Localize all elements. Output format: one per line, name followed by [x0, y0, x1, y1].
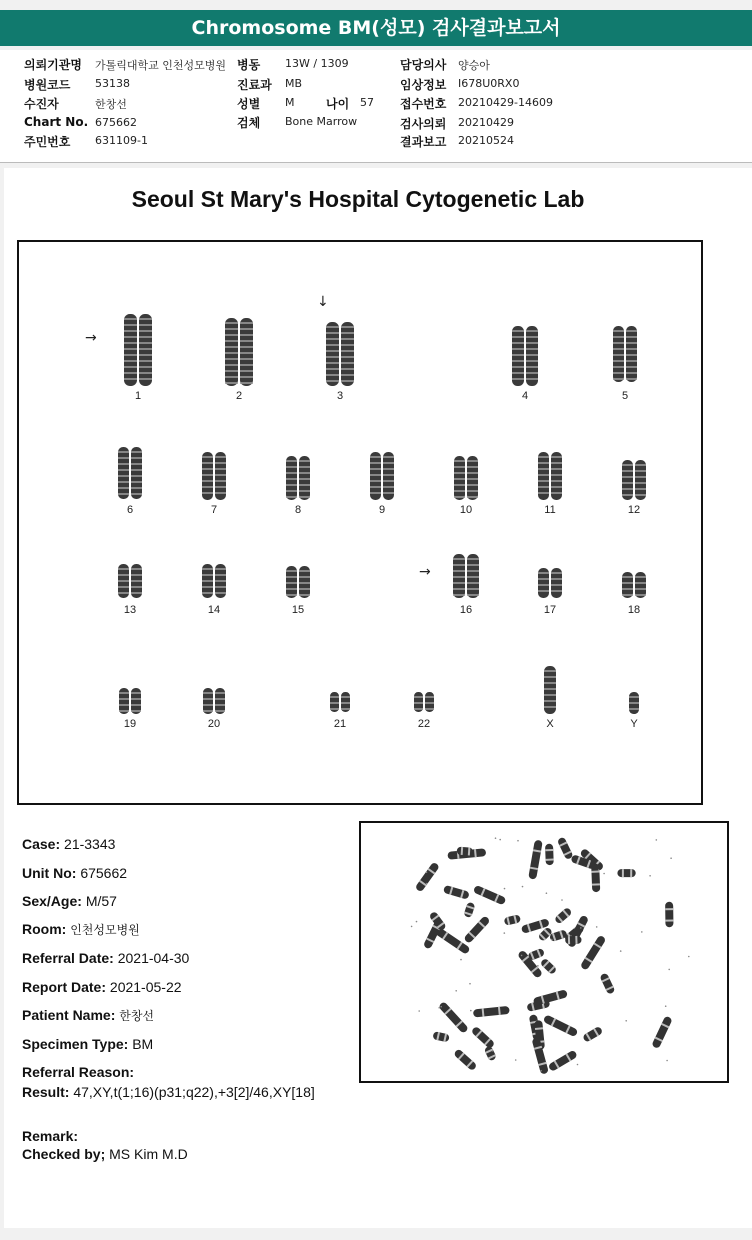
metaphase-image [359, 821, 729, 1083]
info-label: 검사의뢰 [400, 117, 447, 131]
chromosome-pair-4 [512, 326, 538, 386]
patient-info-panel [0, 50, 752, 163]
chromosome-pair-14 [202, 564, 226, 598]
chromosome-pair-21 [330, 692, 350, 712]
report-title-bar [0, 10, 752, 46]
info-value: 가톨릭대학교 인천성모병원 [95, 59, 227, 72]
info-value: 631109-1 [95, 134, 148, 147]
arrow-icon: ↓ [317, 294, 329, 310]
result-field: Result: 47,XY,t(1;16)(p31;q22),+3[2]/46,XY[18] [22, 1084, 315, 1100]
info-label: 병원코드 [24, 78, 71, 92]
info-label: 나이 [326, 97, 350, 111]
chromosome-label: 20 [207, 718, 221, 730]
info-label: 담당의사 [400, 58, 447, 72]
chromosome-pair-22 [414, 692, 434, 712]
chromosome-label: 14 [207, 604, 221, 616]
info-label: 진료과 [237, 78, 272, 92]
chromosome-pair-15 [286, 566, 310, 598]
info-value: MB [285, 77, 303, 90]
chromosome-label: 15 [291, 604, 305, 616]
info-label: 접수번호 [400, 97, 447, 111]
info-value: Bone Marrow [285, 115, 358, 128]
info-label: 병동 [237, 58, 261, 72]
chromosome-pair-16 [453, 554, 479, 598]
chromosome-label: 8 [294, 504, 302, 516]
info-value: 20210429 [458, 116, 514, 129]
chromosome-label: 7 [210, 504, 218, 516]
info-label: 주민번호 [24, 135, 71, 149]
info-label: 성별 [237, 97, 261, 111]
chromosome-pair-13 [118, 564, 142, 598]
chromosome-label: 11 [544, 504, 556, 516]
chromosome-label: 22 [417, 718, 431, 730]
chromosome-label: 18 [627, 604, 641, 616]
chromosome-label: 12 [627, 504, 641, 516]
chromosome-pair-6 [118, 447, 142, 499]
chromosome-pair-2 [225, 318, 253, 386]
chromosome-label: 19 [123, 718, 137, 730]
karyogram-panel [17, 240, 703, 805]
info-label: 수진자 [24, 97, 59, 111]
patient-name-field: Patient Name: 한창선 [22, 1007, 155, 1023]
chromosome-pair-Y [629, 692, 639, 714]
chromosome-label: 1 [134, 390, 142, 402]
info-value: 20210429-14609 [458, 96, 553, 109]
chromosome-label: 16 [459, 604, 473, 616]
chromosome-pair-19 [119, 688, 141, 714]
info-value: 양승아 [458, 59, 490, 72]
chromosome-pair-X [544, 666, 556, 714]
unit-field: Unit No: 675662 [22, 865, 128, 881]
arrow-icon: → [419, 564, 431, 580]
chromosome-label: 13 [123, 604, 137, 616]
metaphase-spread [361, 823, 727, 1081]
chromosome-pair-9 [370, 452, 394, 500]
info-value: 20210524 [458, 134, 514, 147]
referral-date-field: Referral Date: 2021-04-30 [22, 950, 190, 966]
remark-field: Remark: [22, 1128, 79, 1144]
chromosome-pair-20 [203, 688, 225, 714]
info-label: 검체 [237, 116, 261, 130]
karyotype-report [4, 168, 752, 1228]
room-field: Room: 인천성모병원 [22, 921, 140, 937]
info-value: 13W / 1309 [285, 57, 349, 70]
specimen-field: Specimen Type: BM [22, 1036, 154, 1052]
chromosome-label: 17 [543, 604, 557, 616]
info-value: 한창선 [95, 98, 127, 111]
info-label: Chart No. [24, 115, 89, 129]
lab-title: Seoul St Mary's Hospital Cytogenetic Lab [131, 186, 585, 212]
info-value: 53138 [95, 77, 130, 90]
chromosome-label: 21 [333, 718, 347, 730]
chromosome-label: 3 [336, 390, 344, 402]
info-value: 675662 [95, 116, 137, 129]
chromosome-pair-12 [622, 460, 646, 500]
chromosome-label: 9 [378, 504, 386, 516]
chromosome-label: Y [630, 718, 638, 730]
info-value: 57 [360, 96, 374, 109]
chromosome-pair-7 [202, 452, 226, 500]
info-value: M [285, 96, 295, 109]
chromosome-label: 5 [621, 390, 629, 402]
chromosome-pair-17 [538, 568, 562, 598]
chromosome-pair-1 [124, 314, 152, 386]
info-label: 의뢰기관명 [24, 58, 82, 72]
info-label: 임상정보 [400, 78, 447, 92]
case-field: Case: 21-3343 [22, 836, 116, 852]
chromosome-label: 2 [235, 390, 243, 402]
info-label: 결과보고 [400, 135, 447, 149]
arrow-icon: → [85, 330, 97, 346]
chromosome-pair-10 [454, 456, 478, 500]
info-value: I678U0RX0 [458, 77, 520, 90]
chromosome-pair-18 [622, 572, 646, 598]
chromosome-pair-3 [326, 322, 354, 386]
chromosome-pair-8 [286, 456, 310, 500]
sexage-field: Sex/Age: M/57 [22, 893, 117, 909]
chromosome-pair-5 [613, 326, 637, 382]
chromosome-label: 10 [459, 504, 473, 516]
report-date-field: Report Date: 2021-05-22 [22, 979, 182, 995]
report-title: Chromosome BM(성모) 검사결과보고서 [191, 17, 561, 39]
chromosome-label: 6 [126, 504, 134, 516]
chromosome-label: X [546, 718, 554, 730]
referral-reason-field: Referral Reason: [22, 1064, 135, 1080]
checked-field: Checked by; MS Kim M.D [22, 1146, 188, 1162]
chromosome-pair-11 [538, 452, 562, 500]
chromosome-label: 4 [521, 390, 529, 402]
